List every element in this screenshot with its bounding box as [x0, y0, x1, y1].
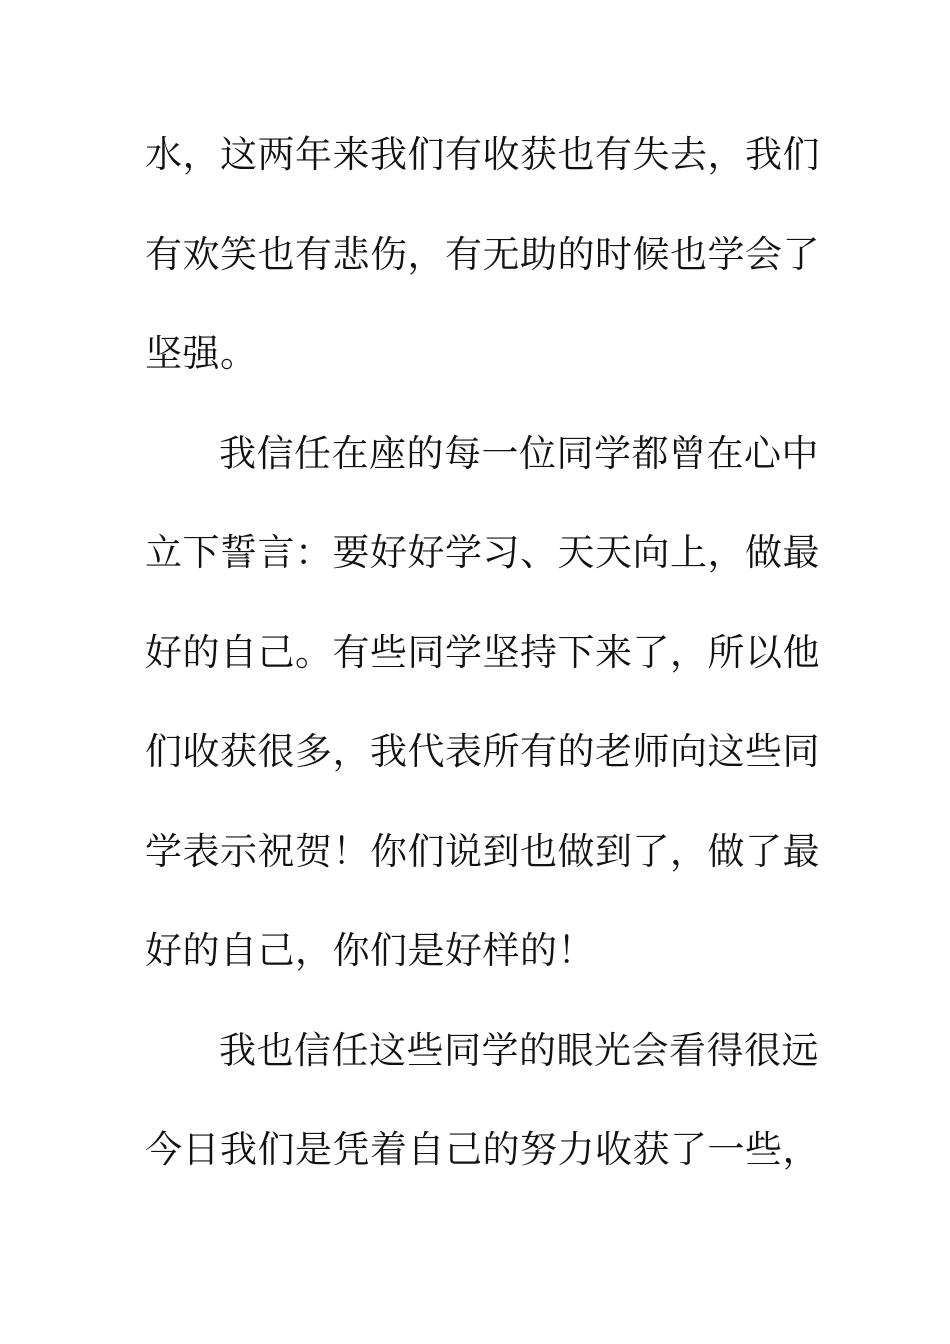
text-line-4: 我信任在座的每一位同学都曾在心中	[219, 432, 819, 475]
text-line-8: 学表示祝贺！你们说到也做到了，做了最	[145, 830, 820, 873]
text-line-2: 有欢笑也有悲伤，有无助的时候也学会了	[145, 233, 820, 276]
text-line-9: 好的自己，你们是好样的！	[145, 929, 595, 972]
text-line-3: 坚强。	[145, 332, 258, 375]
text-line-1: 水，这两年来我们有收获也有失去，我们	[145, 133, 820, 176]
text-line-5: 立下誓言：要好好学习、天天向上，做最	[145, 531, 820, 574]
text-line-11: 今日我们是凭着自己的努力收获了一些，	[145, 1128, 820, 1171]
text-line-7: 们收获很多，我代表所有的老师向这些同	[145, 730, 820, 773]
text-line-6: 好的自己。有些同学坚持下来了，所以他	[145, 631, 820, 674]
text-line-10: 我也信任这些同学的眼光会看得很远	[219, 1029, 819, 1072]
